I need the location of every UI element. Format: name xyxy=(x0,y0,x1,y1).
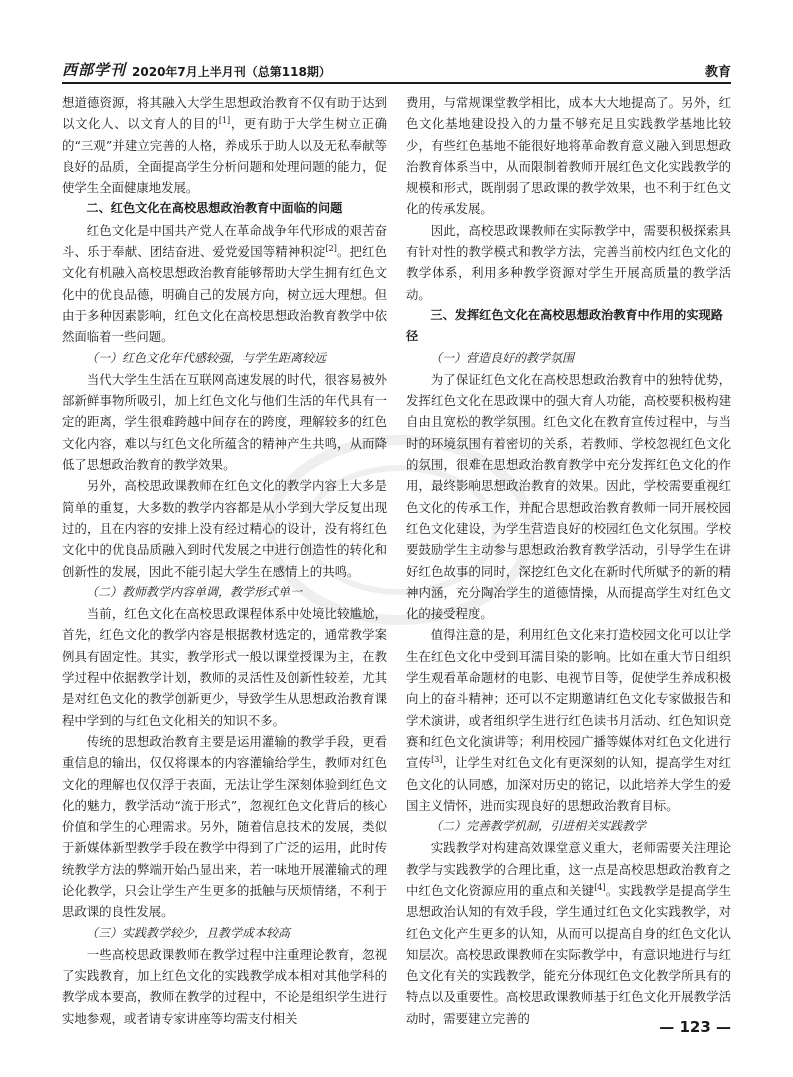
paragraph xyxy=(62,731,387,923)
paragraph-text: 二、红色文化在高校思想政治教育中面临的问题 xyxy=(86,201,343,216)
issue-info: 2020年7月上半月刊（总第118期） xyxy=(132,65,331,79)
paragraph-text: 值得注意的是，利用红色文化来打造校园文化可以让学生在红色文化中受到耳濡目染的影响。比如在重大节日组织学生观看革命题材的电影、电视节目等，促使学生养成积极向上的奋斗精神；还可以不定期邀请红色文化专家做报告和学术演讲，或者组织学生进行红色读书月活动、红色知识竞赛和红色文化演讲等；利用校园广播等媒体对红色文化进行宣传 xyxy=(406,627,731,771)
paragraph xyxy=(406,92,731,220)
paragraph-text: （三）实践教学较少，且教学成本较高 xyxy=(86,925,291,940)
subsection-heading xyxy=(406,816,731,837)
paragraph xyxy=(62,475,387,581)
paragraph-text: ，更有助于大学生树立正确的“三观”并建立完善的人格，养成乐于助人以及无私奉献等良好的品质，全面提高学生分析问题和处理问题的能力，促使学生全面健康地发展。 xyxy=(62,116,387,196)
paragraph-text: 。实践教学是提高学生思想政治认知的有效手段，学生通过红色文化实践教学，对红色文化产生更多的认知，从而可以提高自身的红色文化认知层次。高校思政课教师在实际教学中，有意识地进行与红色文化有关的实践教学，能充分体现红色文化教学所具有的特点以及重要性。高校思政课教师基于红色文化开展教学活动时，需要建立完善的 xyxy=(406,882,731,1026)
page-header xyxy=(62,56,731,84)
subsection-heading xyxy=(406,348,731,369)
paragraph-text: （二）完善教学机制，引进相关实践教学 xyxy=(430,819,647,834)
paragraph-text: 当代大学生生活在互联网高速发展的时代，很容易被外部新鲜事物所吸引，加上红色文化与他们生活的年代具有一定的距离，学生很难跨越中间存在的跨度，理解较多的红色文化内容，难以与红色文化所蕴含的精神产生共鸣，从而降低了思想政治教育的教学效果。 xyxy=(62,371,387,473)
paragraph-text: 因此，高校思政课教师在实际教学中，需要积极探索具有针对性的教学模式和教学方法，完善当前校内红色文化的教学体系，利用多种教学资源对学生开展高质量的教学活动。 xyxy=(406,222,731,302)
paragraph-text: 另外，高校思政课教师在红色文化的教学内容上大多是简单的重复，大多数的教学内容都是从小学到大学反复出现过的，且在内容的安排上没有经过精心的设计，没有将红色文化中的优良品质融入到时代发展之中进行创造性的转化和创新性的发展，因此不能引起大学生在感情上的共鸣。 xyxy=(62,478,387,579)
paragraph xyxy=(406,624,731,816)
subsection-heading xyxy=(62,923,387,944)
paragraph xyxy=(406,220,731,305)
citation-ref: [2] xyxy=(325,243,337,253)
right-column xyxy=(406,92,731,1040)
section-heading xyxy=(62,198,387,219)
paragraph xyxy=(62,220,387,348)
paragraph-text: （一）营造良好的教学氛围 xyxy=(430,350,575,365)
paragraph-text: 红色文化是中国共产党人在革命战争年代形成的艰苦奋斗、乐于奉献、团结奋进、爱党爱国等精神积淀 xyxy=(62,222,387,260)
header-left xyxy=(62,59,331,80)
paragraph-text: ，让学生对红色文化有更深刻的认知，提高学生对红色文化的认同感，加深对历史的铭记，以此培养大学生的爱国主义情怀，进而实现良好的思想政治教育目标。 xyxy=(406,755,731,813)
paragraph-text: 三、发挥红色文化在高校思想政治教育中作用的实现路径 xyxy=(406,307,723,344)
paragraph-text: 实践教学对构建高效课堂意义重大，老师需要关注理论教学与实践教学的合理比重，这一点是高校思想政治教育之中红色文化资源应用的重点和关键 xyxy=(406,840,731,898)
paragraph-text: 。把红色文化有机融入高校思想政治教育能够帮助大学生拥有红色文化中的优良品德，明确自己的发展方向，树立远大理想。但由于多种因素影响，红色文化在高校思想政治教育教学中依然面临着一些问题。 xyxy=(62,244,387,345)
paragraph-text: 想道德资源，将其融入大学生思想政治教育不仅有助于达到以文化人、以文育人的目的 xyxy=(62,95,387,132)
paragraph xyxy=(62,944,387,1029)
journal-name: 西部学刊 xyxy=(62,61,127,79)
article-body xyxy=(62,92,731,1040)
section-label: 教育 xyxy=(704,65,731,80)
citation-ref: [1] xyxy=(218,116,231,126)
paragraph xyxy=(62,92,387,198)
paragraph xyxy=(62,603,387,731)
paragraph-text: （二）教师教学内容单调，教学形式单一 xyxy=(86,584,303,599)
citation-ref: [3] xyxy=(431,755,443,765)
section-heading xyxy=(406,305,731,348)
paragraph-text: 费用，与常规课堂教学相比，成本大大地提高了。另外，红色文化基地建设投入的力量不够充足且实践教学基地比较少，有些红色基地不能很好地将革命教育意义融入到思想政治教育体系当中，从而限制着教师开展红色文化实践教学的规模和形式，既削弱了思政课的教学效果，也不利于红色文化的传承发展。 xyxy=(406,95,731,217)
left-column xyxy=(62,92,387,1040)
paragraph xyxy=(406,369,731,625)
page-number: — 123 — xyxy=(659,1018,731,1036)
subsection-heading xyxy=(62,582,387,603)
paragraph-text: （一）红色文化年代感较强，与学生距离较远 xyxy=(86,350,327,365)
paragraph xyxy=(406,837,731,1029)
paragraph xyxy=(62,369,387,475)
paragraph-text: 为了保证红色文化在高校思想政治教育中的独特优势，发挥红色文化在思政课中的强大育人功能，高校要积极构建自由且宽松的教学氛围。红色文化在教育宣传过程中，与当时的环境氛围有着密切的关系，若教师、学校忽视红色文化的氛围，很难在思想政治教育教学中充分发挥红色文化的作用，最终影响思想政治教育的效果。因此，学校需要重视红色文化的传承工作，并配合思想政治教育教师一同开展校园红色文化建设，为学生营造良好的校园红色文化氛围。学校要鼓励学生主动参与思想政治教育教学活动，引导学生在讲好红色故事的同时，深挖红色文化在新时代所赋予的新的精神内涵，充分陶冶学生的道德情操，从而提高学生对红色文化的接受程度。 xyxy=(406,371,731,622)
paragraph-text: 当前，红色文化在高校思政课程体系中处境比较尴尬，首先，红色文化的教学内容是根据教材选定的，通常教学案例具有固定性。其实，教学形式一般以课堂授课为主，在教学过程中依据教学计划，教师的灵活性及创新性较差，尤其是对红色文化的教学创新更少，导致学生从思想政治教育课程中学到的与红色文化相关的知识不多。 xyxy=(62,606,387,728)
subsection-heading xyxy=(62,348,387,369)
citation-ref: [4] xyxy=(594,882,606,892)
paragraph-text: 传统的思想政治教育主要是运用灌输的教学手段，更看重信息的输出，仅仅将课本的内容灌输给学生，教师对红色文化的理解也仅仅浮于表面，无法让学生深刻体验到红色文化的魅力，教学活动“流于形式”，忽视红色文化背后的核心价值和学生的心理需求。另外，随着信息技术的发展，类似于新媒体新型教学手段在教学中得到了广泛的运用，此时传统教学方法的弊端开始凸显出来，若一味地开展灌输式的理论化教学，只会让学生产生更多的抵触与厌烦情绪，不利于思政课的良性发展。 xyxy=(62,733,387,920)
paragraph-text: 一些高校思政课教师在教学过程中注重理论教育，忽视了实践教育，加上红色文化的实践教学成本相对其他学科的教学成本要高，教师在教学的过程中，不论是组织学生进行实地参观，或者请专家讲座等均需支付相关 xyxy=(62,946,387,1026)
